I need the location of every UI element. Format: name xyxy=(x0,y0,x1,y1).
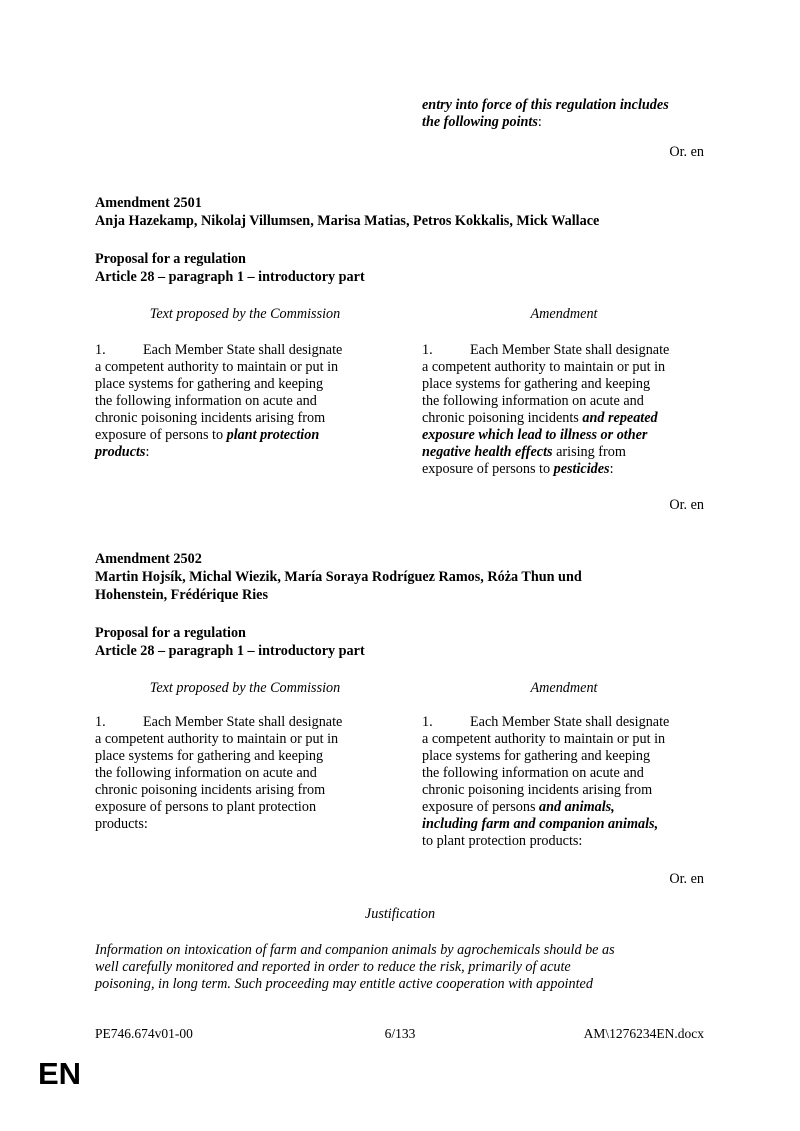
original-language: Or. en xyxy=(669,497,704,513)
article-reference: Article 28 – paragraph 1 – introductory part xyxy=(95,643,365,659)
text-line: the following information on acute and xyxy=(95,765,317,781)
justification-line: well carefully monitored and reported in order to reduce the risk, primarily of acute xyxy=(95,959,571,975)
changed-text: including farm and companion animals, xyxy=(422,816,659,832)
paragraph-number: 1. xyxy=(95,342,106,358)
changed-text: negative health effects xyxy=(422,444,553,460)
amendment-text xyxy=(422,714,712,850)
amendment-title: Amendment 2501 xyxy=(95,195,202,211)
text-segment: chronic poisoning incidents xyxy=(422,410,583,426)
footer-filename: AM\1276234EN.docx xyxy=(583,1026,704,1041)
text-line: Each Member State shall designate xyxy=(470,714,670,730)
text-line: chronic poisoning incidents arising from xyxy=(95,782,326,798)
changed-text: and animals, xyxy=(539,799,615,815)
text-line: Each Member State shall designate xyxy=(143,342,343,358)
text-segment: : xyxy=(609,461,614,477)
amendment-authors: Anja Hazekamp, Nikolaj Villumsen, Marisa Matias, Petros Kokkalis, Mick Wallace xyxy=(95,213,600,229)
text-line: Each Member State shall designate xyxy=(143,714,343,730)
text-segment: exposure of persons xyxy=(422,799,540,815)
justification-heading: Justification xyxy=(364,906,436,922)
text-segment: : xyxy=(145,444,150,460)
commission-text-heading: Text proposed by the Commission xyxy=(149,680,341,696)
changed-text: plant protection xyxy=(226,427,320,443)
text-line: place systems for gathering and keeping xyxy=(95,748,324,764)
changed-text: products xyxy=(95,444,146,460)
text-line: place systems for gathering and keeping xyxy=(95,376,324,392)
continuation-line: entry into force of this regulation includes xyxy=(422,97,669,113)
continuation-text xyxy=(422,97,722,131)
amendment-heading: Amendment xyxy=(530,680,598,696)
text-line: place systems for gathering and keeping xyxy=(422,376,651,392)
amendment-text xyxy=(422,342,712,478)
text-line: the following information on acute and xyxy=(95,393,317,409)
justification-line: poisoning, in long term. Such proceeding may entitle active cooperation with appointed xyxy=(95,976,593,992)
text-line: Each Member State shall designate xyxy=(470,342,670,358)
text-line: a competent authority to maintain or put in xyxy=(422,359,666,375)
commission-text-heading: Text proposed by the Commission xyxy=(149,306,341,322)
justification-text xyxy=(95,942,715,993)
text-line: a competent authority to maintain or put in xyxy=(95,359,339,375)
text-line: products: xyxy=(95,816,148,832)
text-line: a competent authority to maintain or put in xyxy=(95,731,339,747)
continuation-colon: : xyxy=(537,114,542,130)
amendment-title: Amendment 2502 xyxy=(95,551,202,567)
changed-text: pesticides xyxy=(553,461,610,477)
language-tag: EN xyxy=(38,1056,82,1091)
continuation-line: the following points xyxy=(422,114,538,130)
footer-page-number: 6/133 xyxy=(384,1026,416,1041)
text-line: to plant protection products: xyxy=(422,833,583,849)
text-line: place systems for gathering and keeping xyxy=(422,748,651,764)
proposal-label: Proposal for a regulation xyxy=(95,251,246,267)
text-line: chronic poisoning incidents arising from xyxy=(95,410,326,426)
proposal-label: Proposal for a regulation xyxy=(95,625,246,641)
commission-text xyxy=(95,342,385,461)
text-line: exposure of persons to plant protection xyxy=(95,799,317,815)
text-segment: arising from xyxy=(552,444,626,460)
text-line: the following information on acute and xyxy=(422,393,644,409)
text-line: the following information on acute and xyxy=(422,765,644,781)
amendment-authors: Martin Hojsík, Michal Wiezik, María Soraya Rodríguez Ramos, Róża Thun und xyxy=(95,569,582,585)
paragraph-number: 1. xyxy=(422,342,433,358)
original-language: Or. en xyxy=(669,144,704,160)
changed-text: exposure which lead to illness or other xyxy=(422,427,648,443)
amendment-heading: Amendment xyxy=(530,306,598,322)
article-reference: Article 28 – paragraph 1 – introductory part xyxy=(95,269,365,285)
commission-text xyxy=(95,714,385,833)
text-segment: exposure of persons to xyxy=(95,427,227,443)
justification-line: Information on intoxication of farm and companion animals by agrochemicals should be as xyxy=(95,942,615,958)
changed-text: and repeated xyxy=(582,410,658,426)
text-segment: exposure of persons to xyxy=(422,461,554,477)
paragraph-number: 1. xyxy=(422,714,433,730)
original-language: Or. en xyxy=(669,871,704,887)
text-line: chronic poisoning incidents arising from xyxy=(422,782,653,798)
amendment-authors: Hohenstein, Frédérique Ries xyxy=(95,587,268,603)
text-line: a competent authority to maintain or put in xyxy=(422,731,666,747)
footer-document-ref: PE746.674v01-00 xyxy=(95,1026,193,1041)
paragraph-number: 1. xyxy=(95,714,106,730)
